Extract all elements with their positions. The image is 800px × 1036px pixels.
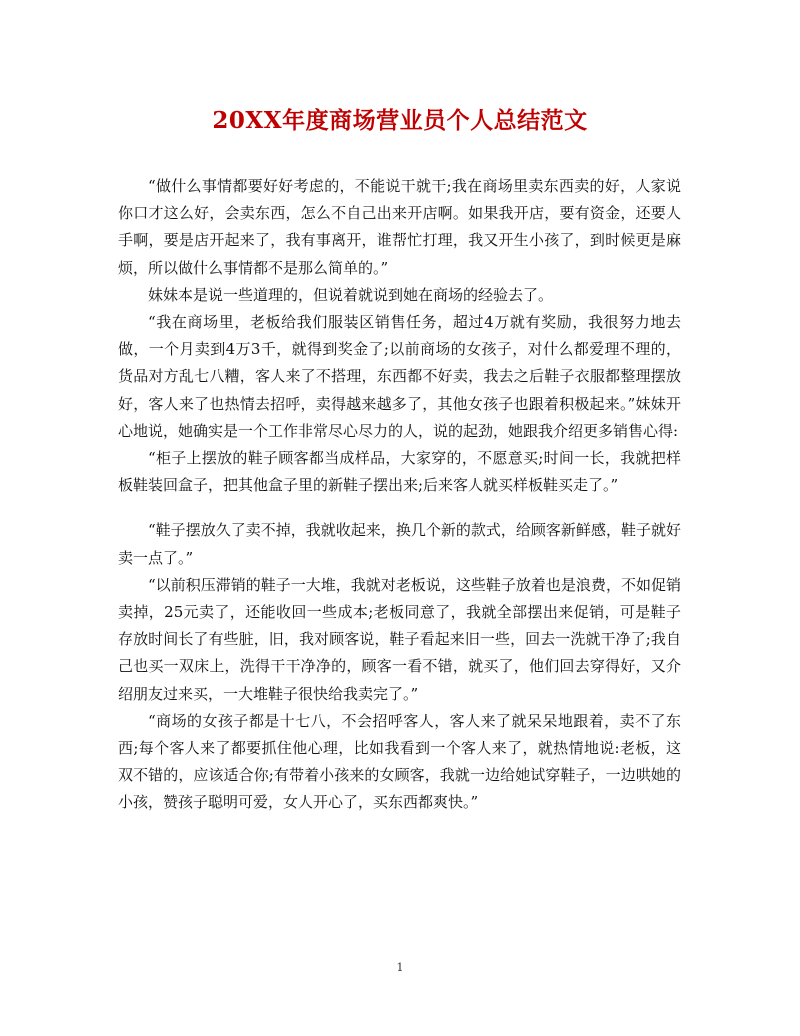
paragraph-3: “我在商场里，老板给我们服装区销售任务，超过4万就有奖励，我很努力地去做，一个月卖到4万3千，就得到奖金了;以前商场的女孩子，对什么都爱理不理的，货品对方乱七八糟，客人来了不搭理，东西都不好卖，我去之后鞋子衣服都整理摆放好，客人来了也热情去招呼，卖得越来越多了，其他女孩子也跟着积极起来。”妹妹开心地说，她确实是一个工作非常尽心尽力的人，说的起劲，她跟我介绍更多销售心得:: [118, 313, 681, 440]
paragraph-1: “做什么事情都要好好考虑的，不能说干就干;我在商场里卖东西卖的好，人家说你口才这么好，会卖东西，怎么不自己出来开店啊。如果我开店，要有资金，还要人手啊，要是店开起来了，我有事离开，谁帮忙打理，我又开生小孩了，到时候更是麻烦，所以做什么事情都不是那么简单的。”: [118, 177, 681, 277]
document-body: [118, 173, 681, 817]
page-number: 1: [396, 961, 404, 974]
paragraph-2: 妹妹本是说一些道理的，但说着就说到她在商场的经验去了。: [148, 285, 554, 304]
paragraph-5: “鞋子摆放久了卖不掉，我就收起来，换几个新的款式，给顾客新鲜感，鞋子就好卖一点了。”: [118, 521, 681, 567]
paragraph-4: “柜子上摆放的鞋子顾客都当成样品，大家穿的，不愿意买;时间一长，我就把样板鞋装回盒子，把其他盒子里的新鞋子摆出来;后来客人就买样板鞋买走了。”: [118, 449, 681, 495]
paragraph-7: “商场的女孩子都是十七八，不会招呼客人，客人来了就呆呆地跟着，卖不了东西;每个客人来了都要抓住他心理，比如我看到一个客人来了，就热情地说:老板，这双不错的，应该适合你;有带着小孩来的女顾客，我就一边给她试穿鞋子，一边哄她的小孩，赞孩子聪明可爱，女人开心了，买东西都爽快。”: [118, 711, 681, 812]
document-title: 20XX年度商场营业员个人总结范文: [212, 107, 588, 134]
paragraph-6: “以前积压滞销的鞋子一大堆，我就对老板说，这些鞋子放着也是浪费，不如促销卖掉，25元卖了，还能收回一些成本;老板同意了，我就全部摆出来促销，可是鞋子存放时间长了有些脏，旧，我对顾客说，鞋子看起来旧一些，回去一洗就干净了;我自己也买一双床上，洗得干干净净的，顾客一看不错，就买了，他们回去穿得好，又介绍朋友过来买，一大堆鞋子很快给我卖完了。”: [118, 575, 681, 703]
